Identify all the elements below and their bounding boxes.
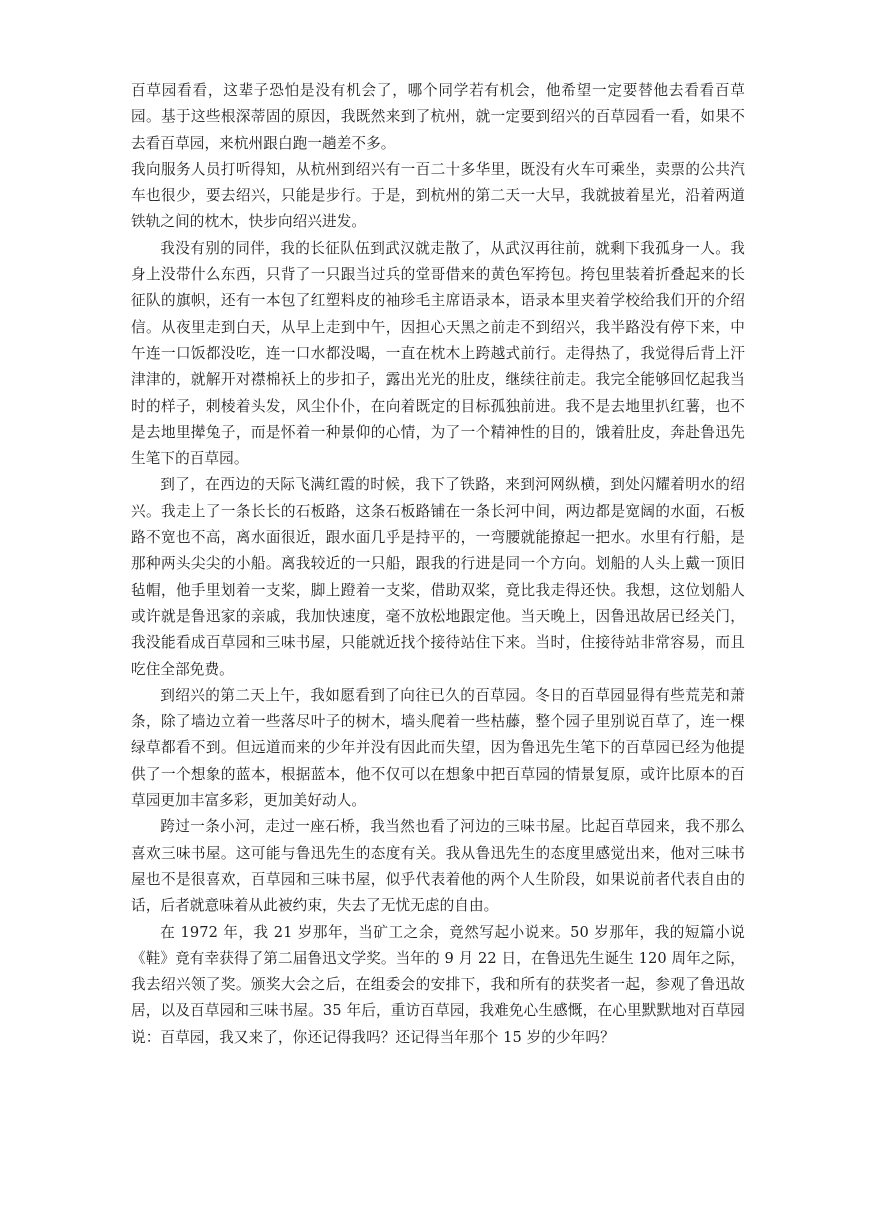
article-body (131, 78, 745, 1051)
paragraph-7: 在 1972 年，我 21 岁那年，当矿工之余，竟然写起小说来。50 岁那年，我的短篇小说《鞋》竟有幸获得了第二届鲁迅文学奖。当年的 9 月 22 日，在鲁迅先生诞生 120 周年之际，我去绍兴领了奖。颁奖大会之后，在组委会的安排下，我和所有的获奖者一起，参观了鲁迅故居，以及百草园和三味书屋。35 年后，重访百草园，我难免心生感慨，在心里默默地对百草园说：百草园，我又来了，你还记得我吗？还记得当年那个 15 岁的少年吗？ (131, 923, 745, 1046)
paragraph-4: 到了，在西边的天际飞满红霞的时候，我下了铁路，来到河网纵横，到处闪耀着明水的绍兴。我走上了一条长长的石板路，这条石板路铺在一条长河中间，两边都是宽阔的水面，石板路不宽也不高，离水面很近，跟水面几乎是持平的，一弯腰就能撩起一把水。水里有行船，是那种两头尖尖的小船。离我较近的一只船，跟我的行进是同一个方向。划船的人头上戴一顶旧毡帽，他手里划着一支桨，脚上蹬着一支桨，借助双桨，竟比我走得还快。我想，这位划船人或许就是鲁迅家的亲戚，我加快速度，毫不放松地跟定他。当天晚上，因鲁迅故居已经关门，我没能看成百草园和三味书屋，只能就近找个接待站住下来。当时，住接待站非常容易，而且吃住全部免费。 (131, 476, 745, 678)
paragraph-6: 跨过一条小河，走过一座石桥，我当然也看了河边的三味书屋。比起百草园来，我不那么喜欢三味书屋。这可能与鲁迅先生的态度有关。我从鲁迅先生的态度里感觉出来，他对三味书屋也不是很喜欢，百草园和三味书屋，似乎代表着他的两个人生阶段，如果说前者代表自由的话，后者就意味着从此被约束，失去了无忧无虑的自由。 (131, 818, 745, 915)
paragraph-3: 我没有别的同伴，我的长征队伍到武汉就走散了，从武汉再往前，就剩下我孤身一人。我身上没带什么东西，只背了一只跟当过兵的堂哥借来的黄色军挎包。挎包里装着折叠起来的长征队的旗帜，还有一本包了红塑料皮的袖珍毛主席语录本，语录本里夹着学校给我们开的介绍信。从夜里走到白天，从早上走到中午，因担心天黑之前走不到绍兴，我半路没有停下来，中午连一口饭都没吃，连一口水都没喝，一直在枕木上跨越式前行。走得热了，我觉得后背上汗津津的，就解开对襟棉袄上的步扣子，露出光光的肚皮，继续往前走。我完全能够回忆起我当时的样子，剌棱着头发，风尘仆仆，在向着既定的目标孤独前进。我不是去地里扒红薯，也不是去地里撵兔子，而是怀着一种景仰的心情，为了一个精神性的目的，饿着肚皮，奔赴鲁迅先生笔下的百草园。 (131, 239, 745, 468)
paragraph-1: 百草园看看，这辈子恐怕是没有机会了，哪个同学若有机会，他希望一定要替他去看看百草园。基于这些根深蒂固的原因，我既然来到了杭州，就一定要到绍兴的百草园看一看，如果不去看百草园，来杭州跟白跑一趟差不多。 (131, 82, 745, 152)
paragraph-2: 我向服务人员打听得知，从杭州到绍兴有一百二十多华里，既没有火车可乘坐，卖票的公共汽车也很少，要去绍兴，只能是步行。于是，到杭州的第二天一大早，我就披着星光，沿着两道铁轨之间的枕木，快步向绍兴进发。 (131, 160, 745, 231)
paragraph-5: 到绍兴的第二天上午，我如愿看到了向往已久的百草园。冬日的百草园显得有些荒芜和萧条，除了墙边立着一些落尽叶子的树木，墙头爬着一些枯藤，整个园子里别说百草了，连一棵绿草都看不到。但远道而来的少年并没有因此而失望，因为鲁迅先生笔下的百草园已经为他提供了一个想象的蓝本，根据蓝本，他不仅可以在想象中把百草园的情景复原，或许比原本的百草园更加丰富多彩，更加美好动人。 (131, 686, 745, 810)
